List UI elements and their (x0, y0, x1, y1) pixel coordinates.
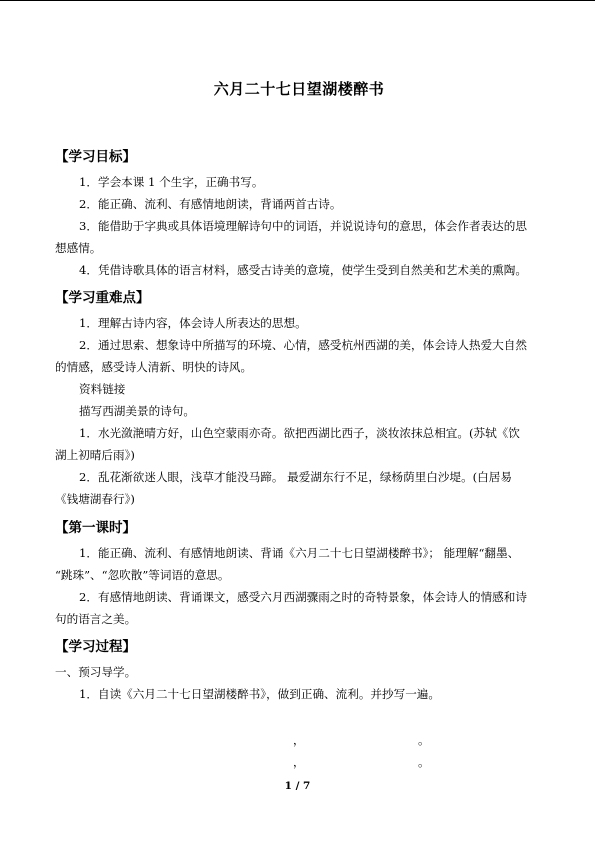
goal-item: 1．学会本课 1 个生字，正确书写。 (79, 175, 264, 189)
resource-intro: 描写西湖美景的诗句。 (79, 404, 195, 418)
page-title: 六月二十七日望湖楼醉书 (213, 80, 385, 98)
page-number: 1 / 7 (284, 780, 311, 792)
section-heading-key-points: 【学习重难点】 (55, 290, 150, 306)
section-heading-lesson1: 【第一课时】 (55, 520, 136, 536)
blank-comma: ， (293, 733, 305, 747)
key-point-item-continued: 的情感，感受诗人清新、明快的诗风。 (55, 360, 253, 374)
poem-quote-continued: 湖上初晴后雨》) (55, 448, 135, 462)
lesson1-item-continued: “跳珠”、“忽吹散”等词语的意思。 (55, 568, 230, 582)
top-rule (0, 0, 595, 1)
poem-quote: 1．水光潋滟晴方好，山色空蒙雨亦奇。欲把西湖比西子，淡妆浓抹总相宜。(苏轼《饮 (79, 426, 520, 440)
poem-quote-continued: 《钱塘湖春行》) (55, 492, 135, 506)
blank-period: 。 (418, 733, 430, 747)
resource-link-label: 资料链接 (79, 382, 126, 396)
key-point-item: 2．通过思索、想象诗中所描写的环境、心情，感受杭州西湖的美，体会诗人热爱大自然 (79, 338, 527, 352)
poem-quote: 2．乱花渐欲迷人眼，浅草才能没马蹄。 最爱湖东行不足，绿杨荫里白沙堤。(白居易 (79, 470, 512, 484)
goal-item-continued: 想感情。 (55, 241, 102, 255)
goal-item: 4．凭借诗歌具体的语言材料，感受古诗美的意境，使学生受到自然美和艺术美的熏陶。 (79, 263, 527, 277)
lesson1-item: 1．能正确、流利、有感情地朗读、背诵《六月二十七日望湖楼醉书》； 能理解“翻墨、 (79, 546, 520, 560)
process-step: 一、预习导学。 (55, 665, 137, 679)
blank-comma: ， (293, 755, 305, 769)
key-point-item: 1．理解古诗内容，体会诗人所表达的思想。 (79, 316, 307, 330)
lesson1-item: 2．有感情地朗读、背诵课文，感受六月西湖骤雨之时的奇特景象，体会诗人的情感和诗 (79, 590, 527, 604)
section-heading-process: 【学习过程】 (55, 639, 136, 655)
goal-item: 3．能借助于字典或具体语境理解诗句中的词语，并说说诗句的意思，体会作者表达的思 (79, 219, 527, 233)
process-step-item: 1．自读《六月二十七日望湖楼醉书》，做到正确、流利。并抄写一遍。 (79, 687, 440, 701)
lesson1-item-continued: 句的语言之美。 (55, 612, 137, 626)
goal-item: 2．能正确、流利、有感情地朗读，背诵两首古诗。 (79, 197, 342, 211)
section-heading-goals: 【学习目标】 (55, 149, 136, 165)
blank-period: 。 (418, 755, 430, 769)
